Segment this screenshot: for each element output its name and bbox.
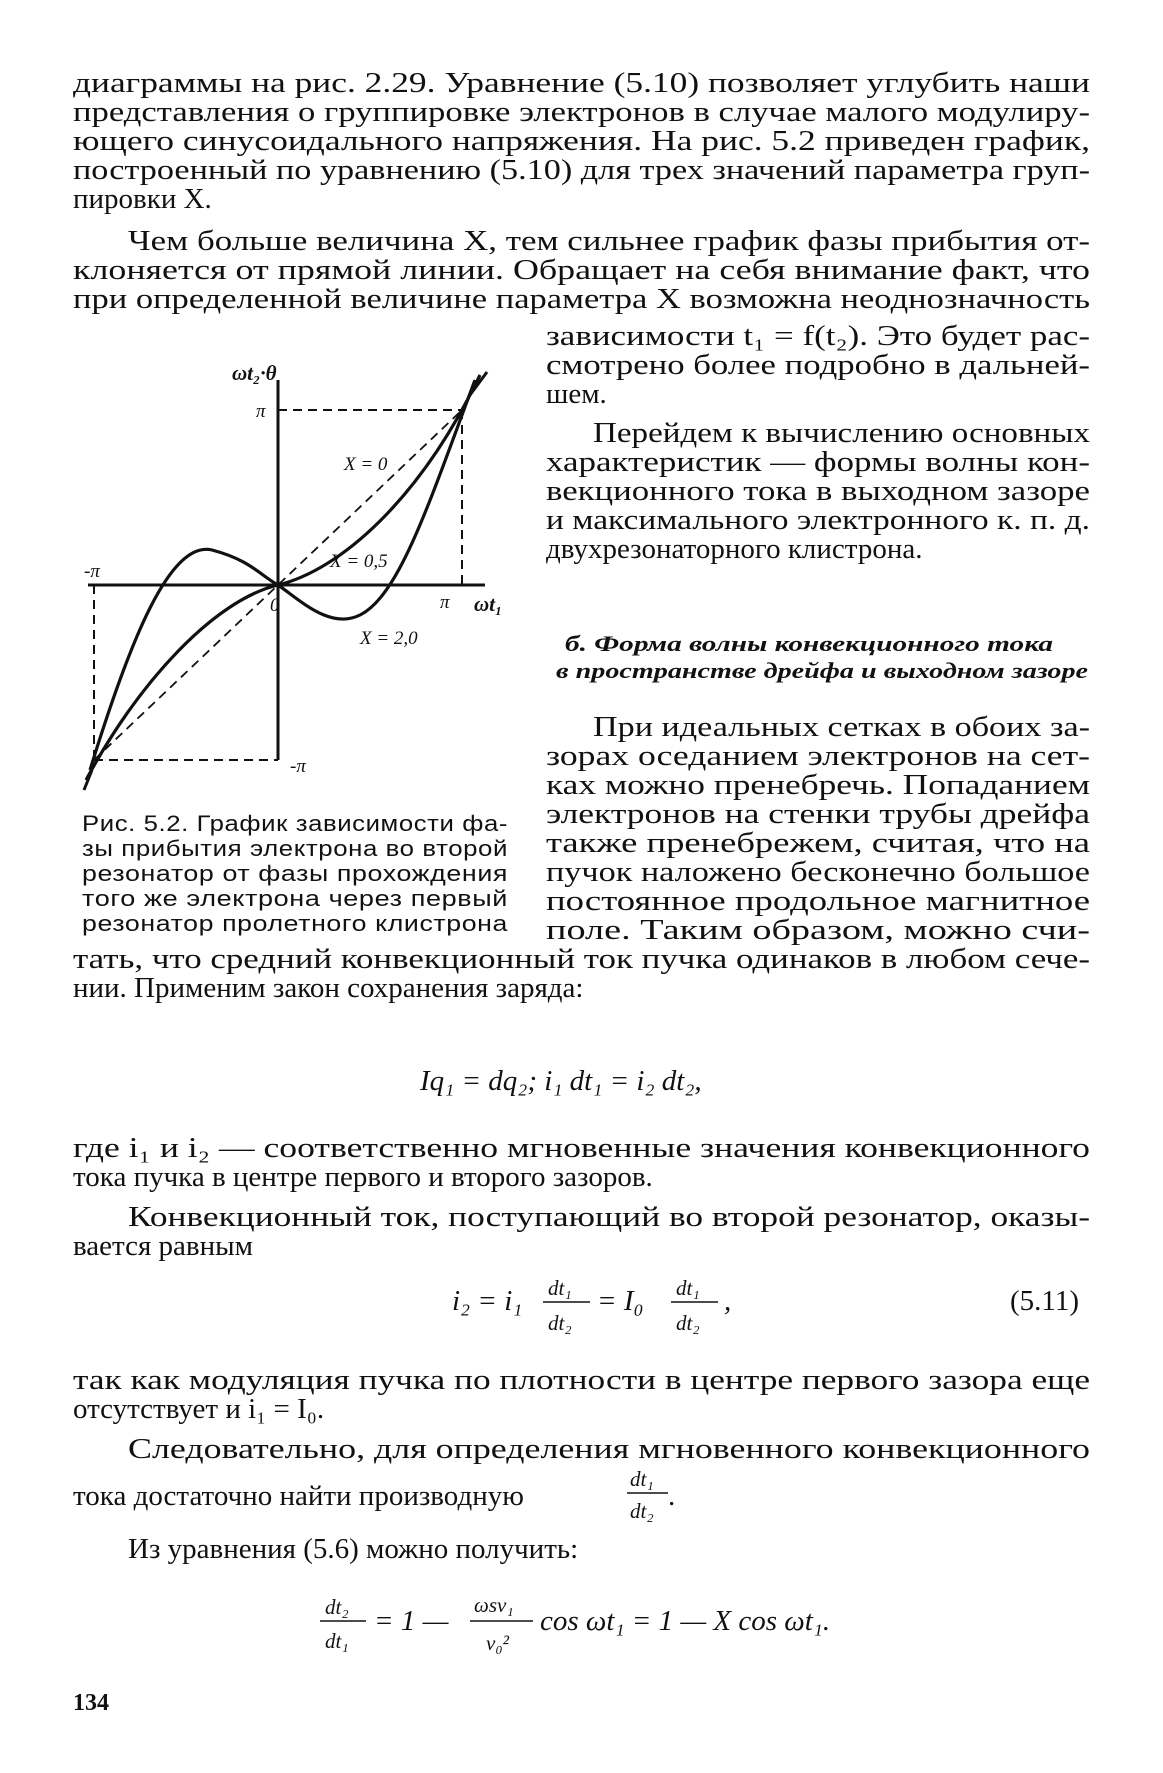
fraction-denominator: dt₂ bbox=[548, 1311, 572, 1335]
text-line: и максимального электронного к. п. д. bbox=[546, 504, 1090, 536]
fraction-numerator: dt₁ bbox=[548, 1276, 572, 1300]
caption-line: резонатор пролетного клистрона bbox=[82, 911, 509, 936]
equation-part: = I₀ bbox=[597, 1285, 644, 1317]
tick-label-pi: π bbox=[256, 401, 266, 422]
fraction-numerator: dt₁ bbox=[676, 1276, 700, 1300]
text-line: также пренебрежем, считая, что на bbox=[546, 827, 1091, 859]
fraction-denominator: dt₂ bbox=[630, 1499, 654, 1523]
text-line: тать, что средний конвекционный ток пучка одинаков в любом сече- bbox=[73, 943, 1090, 975]
x-axis-label: ωt₁ bbox=[474, 592, 503, 616]
text-line: так как модуляция пучка по плотности в центре первого зазора еще bbox=[73, 1364, 1090, 1396]
text-line: ках можно пренебречь. Попаданием bbox=[546, 769, 1090, 801]
equation-charge-conservation: Iq₁ = dq₂; i₁ dt₁ = i₂ dt₂, bbox=[420, 1065, 702, 1097]
text-line: векционного тока в выходном зазоре bbox=[546, 475, 1090, 507]
heading-line: б. Форма волны конвекционного тока bbox=[565, 631, 1053, 656]
text-line: пировки X. bbox=[73, 183, 212, 215]
figure-caption bbox=[82, 811, 508, 936]
text-line: отсутствует и i₁ = I₀. bbox=[73, 1393, 325, 1425]
caption-line: того же электрона через первый bbox=[82, 886, 508, 911]
equation-number: (5.11) bbox=[1010, 1285, 1079, 1317]
text-line: При идеальных сетках в обоих за- bbox=[593, 711, 1090, 743]
text-line: шем. bbox=[546, 378, 607, 410]
text-line: построенный по уравнению (5.10) для трех значений параметра груп- bbox=[73, 154, 1090, 186]
fraction-numerator: ωsv₁ bbox=[474, 1593, 514, 1617]
fraction-numerator: dt₂ bbox=[325, 1595, 349, 1619]
curve-label-x-0-5: X = 0,5 bbox=[330, 551, 388, 572]
text-line: клоняется от прямой линии. Обращает на себя внимание факт, что bbox=[73, 254, 1090, 286]
text-line: диаграммы на рис. 2.29. Уравнение (5.10) позволяет углубить наши bbox=[73, 67, 1090, 99]
tick-label-minus-pi-left: -π bbox=[84, 561, 100, 582]
text-line: смотрено более подробно в дальней- bbox=[546, 349, 1090, 381]
fraction-denominator: dt₂ bbox=[676, 1311, 700, 1335]
text-line: тока пучка в центре первого и второго зазоров. bbox=[73, 1161, 653, 1193]
text-line: двухрезонаторного клистрона. bbox=[546, 533, 923, 565]
equation-part: , bbox=[724, 1285, 732, 1317]
origin-label: 0 bbox=[270, 595, 280, 616]
text-line: Чем больше величина X, тем сильнее график фазы прибытия от- bbox=[128, 225, 1090, 257]
text-line: пучок наложено бесконечно большое bbox=[546, 856, 1090, 888]
text-line: нии. Применим закон сохранения заряда: bbox=[73, 972, 584, 1004]
text-line: вается равным bbox=[73, 1230, 253, 1262]
y-axis-label: ωt₂·θ bbox=[232, 361, 277, 385]
text-line: поле. Таким образом, можно счи- bbox=[546, 914, 1090, 946]
paragraph-9: Из уравнения (5.6) можно получить: bbox=[128, 1533, 579, 1565]
fraction-denominator: dt₁ bbox=[325, 1629, 349, 1653]
text-line: Следовательно, для определения мгновенного конвекционного bbox=[128, 1433, 1090, 1465]
heading-line: в пространстве дрейфа и выходном зазоре bbox=[556, 658, 1089, 683]
fraction-numerator: dt₁ bbox=[630, 1467, 654, 1491]
punctuation: . bbox=[668, 1480, 676, 1512]
caption-line: Рис. 5.2. График зависимости фа- bbox=[82, 811, 508, 836]
equation-part: i₂ = i₁ bbox=[452, 1285, 523, 1317]
caption-line: зы прибытия электрона во второй bbox=[82, 836, 508, 861]
tick-label-minus-pi-bottom: -π bbox=[290, 756, 306, 777]
text-line: характеристик — формы волны кон- bbox=[546, 446, 1090, 478]
text-line: представления о группировке электронов в случае малого модулиру- bbox=[73, 96, 1090, 128]
text-line: Конвекционный ток, поступающий во второй резонатор, оказы- bbox=[128, 1201, 1090, 1233]
text-line: ющего синусоидального напряжения. На рис. 5.2 приведен график, bbox=[73, 125, 1090, 157]
curve-label-x-2-0: X = 2,0 bbox=[360, 628, 418, 649]
caption-line: резонатор от фазы прохождения bbox=[82, 861, 508, 886]
page-number: 134 bbox=[73, 1690, 109, 1716]
text-line: зорах оседанием электронов на сет- bbox=[546, 740, 1090, 772]
text-line: зависимости t₁ = f(t₂). Это будет рас- bbox=[546, 320, 1090, 352]
equation-part: = 1 — bbox=[374, 1605, 449, 1637]
text-line: при определенной величине параметра X возможна неоднозначность bbox=[73, 283, 1090, 315]
tick-label-pi-right: π bbox=[440, 592, 450, 613]
text-line: тока достаточно найти производную bbox=[73, 1480, 524, 1512]
fraction-denominator: v₀² bbox=[486, 1631, 509, 1655]
text-line: электронов на стенки трубы дрейфа bbox=[546, 798, 1091, 830]
equation-part: cos ωt₁ = 1 — X cos ωt₁. bbox=[540, 1605, 831, 1637]
text-line: Перейдем к вычислению основных bbox=[593, 417, 1091, 449]
text-line: где i₁ и i₂ — соответственно мгновенные значения конвекционного bbox=[73, 1132, 1090, 1164]
text-line: постоянное продольное магнитное bbox=[546, 885, 1090, 917]
curve-label-x-0: X = 0 bbox=[344, 454, 388, 475]
